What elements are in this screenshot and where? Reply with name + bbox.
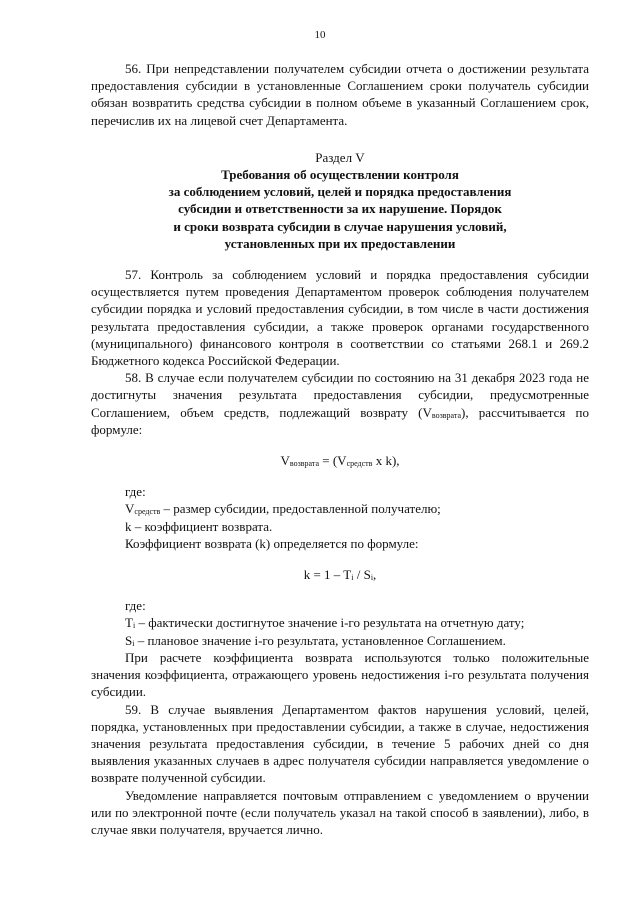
paragraph-58 [91, 369, 589, 438]
formula2-sub-t: i [351, 573, 354, 583]
def-v-sub: средств [134, 507, 161, 517]
formula-mid: = (V [319, 453, 347, 469]
paragraph-58-text: 58. В случае если получателем субсидии по состоянию на 31 декабря 2023 года не достигнуты значения результата предоставления субсидии, предусмотренные Соглашением, объем средств, подлежащий возврату (V [91, 370, 589, 420]
formula-coefficient [91, 566, 589, 583]
def-t-text: – фактически достигнутое значение i-го результата на отчетную дату; [135, 615, 525, 631]
formula-sub-funds: средств [346, 459, 373, 469]
where-label: где: [125, 598, 146, 614]
def-s-sub: i [132, 638, 135, 648]
where-label: где: [125, 484, 146, 500]
section-title-line: и сроки возврата субсидии в случае нарушения условий, [173, 218, 507, 234]
definition-v [91, 500, 589, 517]
paragraph-57: 57. Контроль за соблюдением условий и порядка предоставления субсидии осуществляется путем проведения Департаментом проверок соблюдения получателем субсидии порядка и условий предоставления субсидии, в том числе в части достижения результата предоставления субсидии, а также проверок органами государственного (муниципального) финансового контроля в соответствии со статьями 268.1 и 269.2 Бюджетного кодекса Российской Федерации. [91, 267, 589, 369]
paragraph-59: 59. В случае выявления Департаментом фактов нарушения условий, целей, порядка, установленных при предоставлении субсидии, а также в случае, недостижения значения результата предоставления субсидии, в течение 5 рабочих дней со дня выявления указанных случаев в адрес получателя субсидии направляется уведомление о возврате полученной субсидии. [91, 701, 589, 786]
paragraph-56: 56. При непредставлении получателем субсидии отчета о достижении результата предоставления субсидии в установленные Соглашением сроки получатель субсидии обязан возвратить средства субсидии в полном объеме в указанный Соглашением срок, перечислив их на лицевой счет Департамента. [91, 61, 589, 128]
section-title-line: субсидии и ответственности за их нарушение. Порядок [178, 201, 502, 217]
document-body [91, 60, 589, 838]
formula2-sub-s: i [370, 573, 374, 583]
definition-s [91, 632, 589, 649]
page-number: 10 [314, 29, 326, 41]
formula-sub-return: возврата [289, 459, 319, 469]
def-v-text: – размер субсидии, предоставленной получателю; [160, 501, 441, 517]
section-title-line: установленных при их предоставлении [224, 235, 456, 251]
subscript-return: возврата [431, 410, 462, 420]
formula-v: V [280, 453, 290, 469]
k-formula-intro: Коэффициент возврата (k) определяется по формуле: [125, 535, 419, 551]
def-v-symbol: V [125, 501, 135, 517]
def-s-symbol: S [125, 632, 133, 648]
section-title-line: Требования об осуществлении контроля [221, 167, 459, 183]
formula2-part-c: , [373, 567, 377, 583]
formula2-part-b: / S [353, 567, 371, 583]
paragraph-calculation: При расчете коэффициента возврата используются только положительные значения коэффициента, отражающего уровень недостижения i-го результата получения субсидии. [91, 649, 589, 700]
definition-t [91, 614, 589, 631]
def-t-sub: i [132, 621, 136, 631]
section-label: Раздел V [315, 149, 365, 165]
definition-k: k – коэффициент возврата. [125, 518, 273, 534]
def-s-text: – плановое значение i-го результата, установленное Соглашением. [134, 632, 506, 648]
def-t-symbol: T [125, 615, 133, 631]
formula2-part-a: k = 1 – T [303, 567, 352, 583]
paragraph-notice: Уведомление направляется почтовым отправлением с уведомлением о вручении или по электронной почте (если получатель указал на такой способ в заявлении), либо, в случае явки получателя, вручается лично. [91, 787, 589, 837]
formula-return-volume [91, 452, 589, 469]
paragraph-58-tail: ), рассчитывается по формуле: [91, 404, 589, 437]
formula-end: x k), [372, 453, 400, 469]
section-title-line: за соблюдением условий, целей и порядка предоставления [168, 184, 512, 200]
